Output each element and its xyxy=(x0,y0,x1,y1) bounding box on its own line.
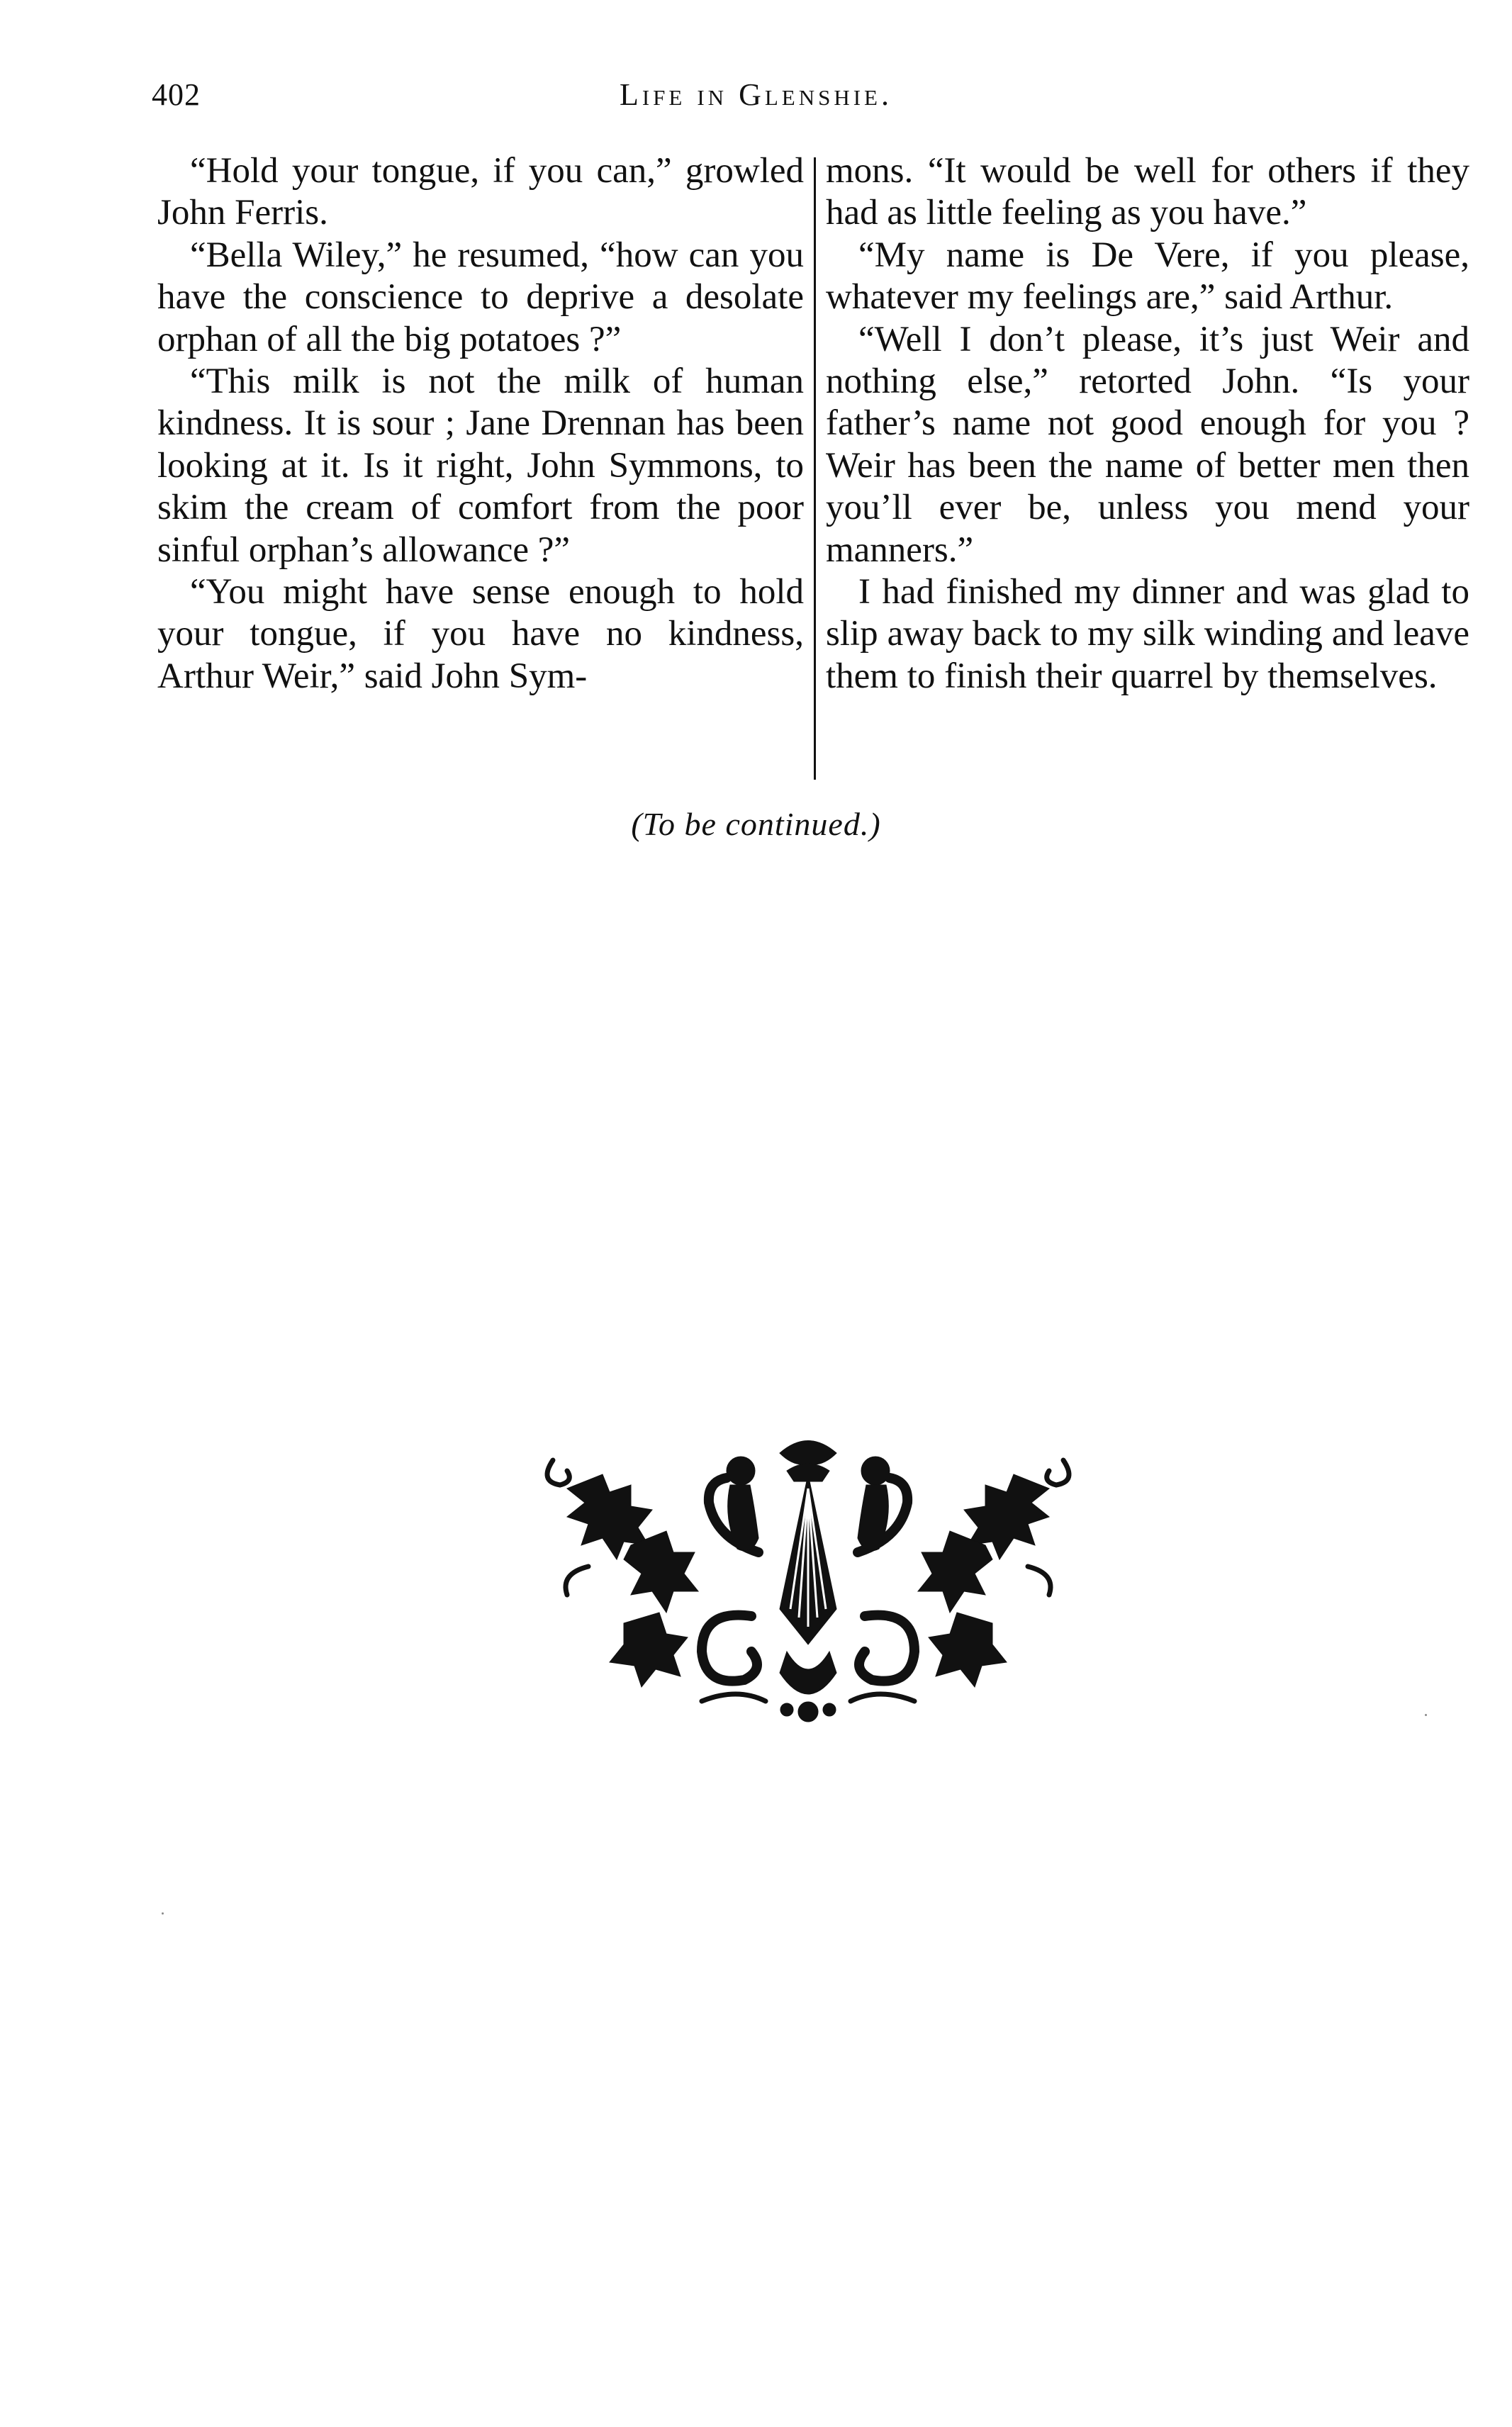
left-column xyxy=(157,150,804,697)
page-number: 402 xyxy=(152,77,201,112)
paragraph: “You might have sense enough to hold your tongue, if you have no kindness, Arthur Weir,” said John Sym- xyxy=(157,572,804,696)
paragraph: “Hold your tongue, if you can,” growled John Ferris. xyxy=(157,151,804,233)
right-column xyxy=(826,150,1469,697)
paper-speck xyxy=(162,1912,164,1915)
paragraph: “This milk is not the milk of human kindness. It is sour ; Jane Drennan has been looking at it. Is it right, John Symmons, to skim the cream of comfort from the poor sinful orphan’s allowance ?” xyxy=(157,361,804,570)
to-be-continued-note: (To be continued.) xyxy=(631,806,881,842)
paragraph: “My name is De Vere, if you please, whatever my feelings are,” said Arthur. xyxy=(826,235,1469,318)
paper-speck xyxy=(1425,1714,1427,1716)
column-divider xyxy=(814,157,816,780)
running-title: Life in Glenshie. xyxy=(619,77,892,112)
paragraph-continuation: mons. “It would be well for others if they had as little feeling as you have.” xyxy=(826,151,1469,233)
paragraph: I had finished my dinner and was glad to slip away back to my silk winding and leave them to finish their quarrel by themselves. xyxy=(826,572,1469,696)
tailpiece-ornament xyxy=(525,1432,1092,1730)
paragraph: “Well I don’t please, it’s just Weir and nothing else,” retorted John. “Is your father’s name not good enough for you ? Weir has been the name of better men then you’ll ever be, unless you mend your manners.” xyxy=(826,319,1469,570)
paragraph: “Bella Wiley,” he resumed, “how can you have the conscience to deprive a desolate orphan of all the big potatoes ?” xyxy=(157,235,804,359)
